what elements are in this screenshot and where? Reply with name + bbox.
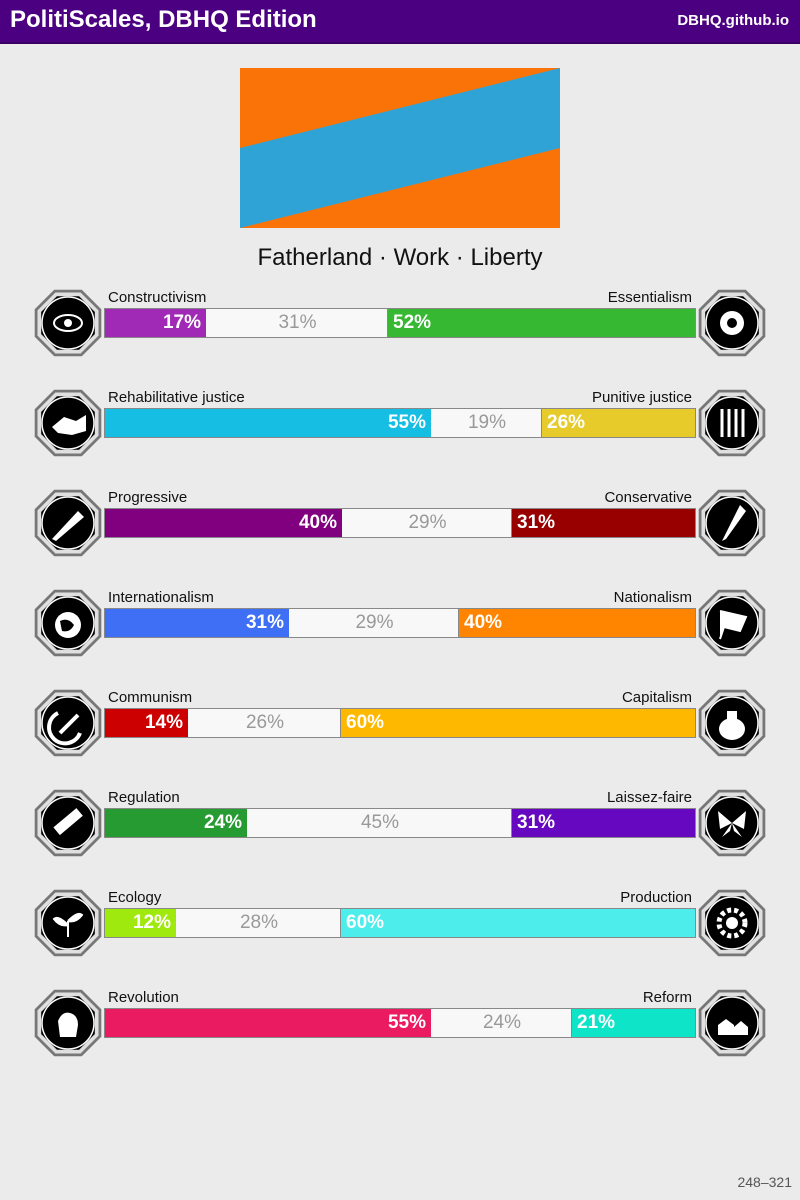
axis-bar: [104, 708, 696, 738]
left-percent: 40%: [105, 509, 342, 537]
sprout-icon: [32, 887, 104, 959]
axis-right-label: Reform: [642, 989, 692, 1006]
axis-right-label: Conservative: [604, 489, 692, 506]
axis-left-label: Internationalism: [108, 589, 214, 606]
prison-bars-icon: [696, 387, 768, 459]
village-icon: [696, 987, 768, 1059]
header-bar: [0, 0, 800, 44]
axis-bar: [104, 908, 696, 938]
quill-icon: [696, 487, 768, 559]
axis-row: [0, 382, 800, 462]
hammer-sickle-icon: [32, 687, 104, 759]
site-link[interactable]: DBHQ.github.io: [677, 12, 789, 29]
axis-bar: [104, 508, 696, 538]
axis-bar: [104, 408, 696, 438]
result-code: 248–321: [737, 1174, 792, 1190]
motto-slogan: Fatherland · Work · Liberty: [257, 244, 543, 271]
axis-bar: [104, 608, 696, 638]
axis-row: [0, 482, 800, 562]
right-percent: 26%: [541, 409, 695, 437]
left-percent: 55%: [105, 409, 431, 437]
neutral-percent: 29%: [289, 609, 460, 637]
ruler-icon: [32, 787, 104, 859]
right-percent: 31%: [511, 509, 695, 537]
axis-left-label: Constructivism: [108, 289, 207, 306]
neutral-percent: 45%: [247, 809, 513, 837]
comet-icon: [32, 487, 104, 559]
right-percent: 40%: [458, 609, 695, 637]
axis-right-label: Punitive justice: [591, 389, 692, 406]
handshake-icon: [32, 387, 104, 459]
axis-left-label: Revolution: [108, 989, 179, 1006]
right-percent: 60%: [340, 709, 695, 737]
neutral-percent: 29%: [342, 509, 513, 537]
app-title: PolitiScales, DBHQ Edition: [10, 6, 317, 33]
axis-right-label: Essentialism: [607, 289, 692, 306]
axis-left-label: Regulation: [108, 789, 180, 806]
axis-bar: [104, 808, 696, 838]
eye-icon: [32, 287, 104, 359]
axis-left-label: Progressive: [108, 489, 188, 506]
axis-right-label: Production: [620, 889, 692, 906]
left-percent: 31%: [105, 609, 289, 637]
right-percent: 60%: [340, 909, 695, 937]
left-percent: 12%: [105, 909, 176, 937]
axis-bar: [104, 308, 696, 338]
axis-left-label: Ecology: [108, 889, 162, 906]
neutral-percent: 26%: [188, 709, 342, 737]
left-percent: 24%: [105, 809, 247, 837]
left-percent: 17%: [105, 309, 206, 337]
right-percent: 52%: [387, 309, 695, 337]
right-percent: 31%: [511, 809, 695, 837]
flag-icon: [696, 587, 768, 659]
axis-row: [0, 882, 800, 962]
neutral-percent: 28%: [176, 909, 342, 937]
axis-right-label: Capitalism: [621, 689, 692, 706]
axis-row: [0, 982, 800, 1062]
axis-right-label: Laissez-faire: [606, 789, 692, 806]
axis-row: [0, 782, 800, 862]
result-flag: [240, 68, 560, 228]
axis-row: [0, 682, 800, 762]
left-percent: 55%: [105, 1009, 431, 1037]
flower-icon: [696, 287, 768, 359]
left-percent: 14%: [105, 709, 188, 737]
money-bag-icon: [696, 687, 768, 759]
neutral-percent: 19%: [431, 409, 543, 437]
neutral-percent: 24%: [431, 1009, 573, 1037]
right-percent: 21%: [571, 1009, 695, 1037]
axis-right-label: Nationalism: [613, 589, 692, 606]
axis-left-label: Communism: [108, 689, 193, 706]
neutral-percent: 31%: [206, 309, 389, 337]
axis-bar: [104, 1008, 696, 1038]
butterfly-icon: [696, 787, 768, 859]
gear-icon: [696, 887, 768, 959]
axis-row: [0, 282, 800, 362]
axis-row: [0, 582, 800, 662]
axis-left-label: Rehabilitative justice: [108, 389, 245, 406]
fist-icon: [32, 987, 104, 1059]
globe-icon: [32, 587, 104, 659]
